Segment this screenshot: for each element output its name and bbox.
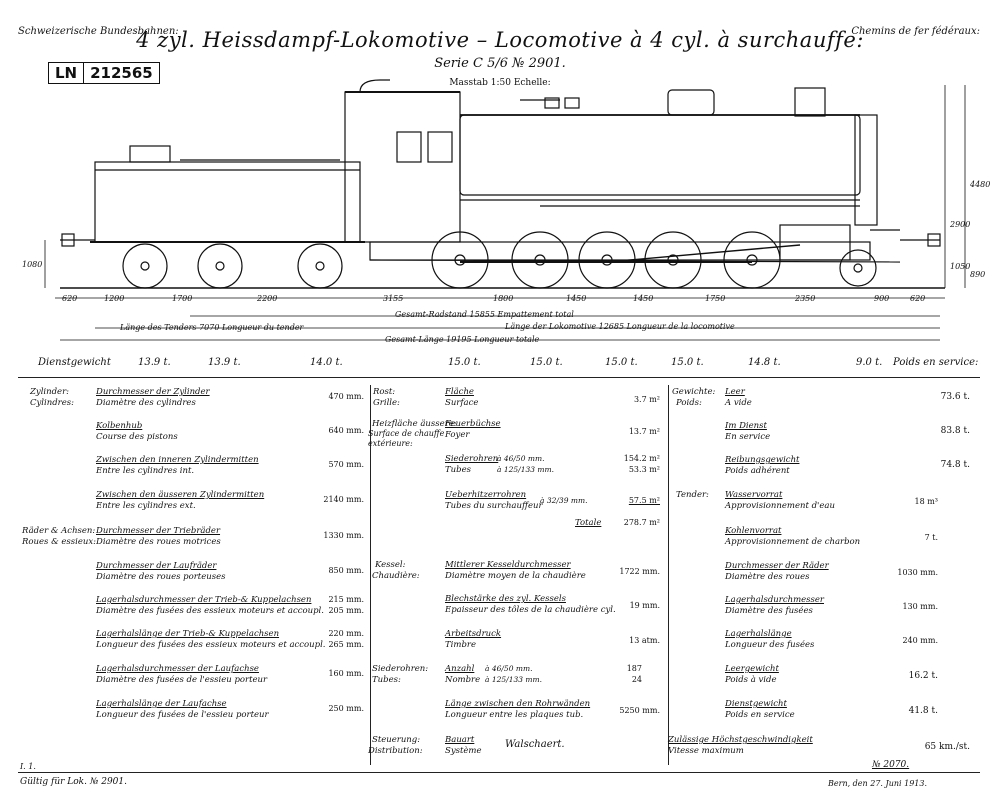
footer-date: Bern, den 27. Juni 1913. xyxy=(828,779,928,788)
row-fr: Foyer xyxy=(445,430,470,440)
header-right: Chemins de fer fédéraux: xyxy=(851,26,980,37)
row-fr: Diamètre des fusées xyxy=(725,606,813,616)
row-fr: Nombre xyxy=(445,675,481,685)
series-label: Serie C 5/6 № 2901. xyxy=(434,56,566,71)
dim-right-height-3: 1050 xyxy=(950,262,971,271)
dim-bottom-1: 620 xyxy=(62,294,78,303)
dim-right-height-4: 890 xyxy=(970,270,986,279)
row-value: 41.8 t. xyxy=(908,706,938,716)
sec-rohre-de: Siederohren: xyxy=(372,664,429,674)
row-fr: Diamètre des fusées des essieux moteurs et accoupl. xyxy=(96,606,324,616)
row-de: Ueberhitzerrohren xyxy=(445,490,527,500)
sec-steuer-de: Steuerung: xyxy=(372,735,421,745)
row-fr: Poids adhérent xyxy=(725,466,790,476)
row-fr: A vide xyxy=(725,398,752,408)
row-fr: Timbre xyxy=(445,640,476,650)
row-de: Kolbenhub xyxy=(96,421,143,431)
row-dim-1: à 46/50 mm. xyxy=(485,664,533,673)
sec-wheels-fr: Roues & essieux: xyxy=(22,537,96,547)
dim-bottom-2: 1200 xyxy=(104,294,125,303)
sec-tender-de: Tender: xyxy=(676,490,709,500)
row-value: 220 mm. xyxy=(328,629,364,638)
sec-rost-fr: Grille: xyxy=(373,398,400,408)
footer-validity: Gültig für Lok. № 2901. xyxy=(20,777,127,787)
row-value-2: 205 mm. xyxy=(328,606,364,615)
row-value: 57.5 m² xyxy=(628,496,660,505)
dim-bottom-10: 2350 xyxy=(795,294,816,303)
row-de: Durchmesser der Triebräder xyxy=(96,526,221,536)
row-value: Walschaert. xyxy=(505,739,565,750)
sec-steuer-fr: Distribution: xyxy=(368,746,423,756)
dim-right-height-2: 2900 xyxy=(950,220,971,229)
row-de: Lagerhalsdurchmesser der Laufachse xyxy=(96,664,259,674)
sec-rohre-fr: Tubes: xyxy=(372,675,401,685)
row-de: Leergewicht xyxy=(725,664,779,674)
row-fr: Surface xyxy=(445,398,479,408)
scale-label: Masstab 1:50 Echelle: xyxy=(449,78,551,88)
row-fr: Course des pistons xyxy=(96,432,178,442)
row-de: Dienstgewicht xyxy=(725,699,787,709)
row-fr: Longueur des fusées des essieux moteurs et accoupl. xyxy=(96,640,326,650)
row-fr: Epaisseur des tôles de la chaudière cyl. xyxy=(445,605,616,615)
row-fr: Système xyxy=(445,746,482,756)
row-de: Reibungsgewicht xyxy=(725,455,800,465)
weights-left-label: Dienstgewicht xyxy=(38,357,111,368)
weight-axle-5: 15.0 t. xyxy=(530,357,563,368)
row-value: 3.7 m² xyxy=(633,395,660,404)
footer-rule xyxy=(18,772,980,773)
row-value: 215 mm. xyxy=(328,595,364,604)
row-fr: Diamètre des roues porteuses xyxy=(96,572,226,582)
row-value: 640 mm. xyxy=(328,426,364,435)
sec-gew-de: Gewichte: xyxy=(672,387,716,397)
sec-rost-de: Rost: xyxy=(373,387,396,397)
weight-axle-8: 14.8 t. xyxy=(748,357,781,368)
sec-cyl-fr: Cylindres: xyxy=(30,398,74,408)
row-fr: En service xyxy=(725,432,771,442)
row-fr: Approvisionnement d'eau xyxy=(725,501,835,511)
row-de: Bauart xyxy=(445,735,475,745)
weight-axle-9: 9.0 t. xyxy=(856,357,883,368)
row-value: 1330 mm. xyxy=(323,531,364,540)
row-de: Lagerhalslänge der Laufachse xyxy=(96,699,227,709)
row-fr: Tubes du surchauffeur xyxy=(445,501,543,511)
row-value: 74.8 t. xyxy=(940,460,970,470)
dim-loco-length: Länge der Lokomotive 12685 Longueur de la locomotive xyxy=(505,322,735,331)
ln-number: 212565 xyxy=(83,63,159,83)
row-value: 570 mm. xyxy=(328,460,364,469)
row-fr: Longueur entre les plaques tub. xyxy=(445,710,584,720)
row-value-2: 265 mm. xyxy=(328,640,364,649)
row-fr: Entre les cylindres int. xyxy=(96,466,195,476)
row-fr: Longueur des fusées de l'essieu porteur xyxy=(96,710,269,720)
row-dim-2: à 125/133 mm. xyxy=(485,675,543,684)
row-value-2: 24 xyxy=(631,675,642,684)
dim-bottom-7: 1450 xyxy=(566,294,587,303)
dim-bottom-4: 2200 xyxy=(257,294,278,303)
row-fr: Poids en service xyxy=(725,710,795,720)
row-value: 19 mm. xyxy=(629,601,660,610)
weight-axle-3: 14.0 t. xyxy=(310,357,343,368)
row-value: 470 mm. xyxy=(328,392,364,401)
row-fr: Tubes xyxy=(445,465,471,475)
row-de: Kohlenvorrat xyxy=(725,526,782,536)
row-fr: Diamètre des fusées de l'essieu porteur xyxy=(96,675,268,685)
row-de: Arbeitsdruck xyxy=(445,629,502,639)
row-de: Länge zwischen den Rohrwänden xyxy=(445,699,591,709)
ln-prefix: LN xyxy=(55,64,78,82)
sec-kessel-de: Kessel: xyxy=(375,560,406,570)
row-fr: Poids à vide xyxy=(725,675,777,685)
row-de: Zulässige Höchstgeschwindigkeit xyxy=(668,735,813,745)
dim-tender-length: Länge des Tenders 7070 Longueur du tender xyxy=(120,323,304,332)
row-de: Leer xyxy=(725,387,745,397)
drawing-title: 4 zyl. Heissdampf-Lokomotive – Locomotive à 4 cyl. à surchauffe: xyxy=(136,28,864,52)
row-value: 18 m³ xyxy=(914,497,938,506)
row-value: 13.7 m² xyxy=(628,427,660,436)
weights-right-label: Poids en service: xyxy=(893,357,979,368)
row-de: Siederohren xyxy=(445,454,499,464)
row-fr: Longueur des fusées xyxy=(725,640,815,650)
row-value: 154.2 m² xyxy=(623,454,660,463)
row-value: 16.2 t. xyxy=(908,671,938,681)
dim-bottom-8: 1450 xyxy=(633,294,654,303)
row-value: 7 t. xyxy=(924,533,938,542)
total-value: 278.7 m² xyxy=(623,518,660,527)
row-de: Blechstärke des zyl. Kessels xyxy=(445,594,566,604)
row-fr: Diamètre des cylindres xyxy=(96,398,196,408)
weight-axle-4: 15.0 t. xyxy=(448,357,481,368)
row-value: 73.6 t. xyxy=(940,392,970,402)
weight-axle-1: 13.9 t. xyxy=(138,357,171,368)
row-fr: Diamètre moyen de la chaudière xyxy=(445,571,586,581)
row-de: Fläche xyxy=(445,387,474,397)
row-de: Lagerhalslänge der Trieb-& Kuppelachsen xyxy=(96,629,280,639)
dim-bottom-3: 1700 xyxy=(172,294,193,303)
sec-gew-fr: Poids: xyxy=(676,398,702,408)
sec-kessel-fr: Chaudière: xyxy=(372,571,420,581)
dim-bottom-6: 1800 xyxy=(493,294,514,303)
row-de: Zwischen den inneren Zylindermitten xyxy=(96,455,259,465)
row-dim: à 32/39 mm. xyxy=(540,496,588,505)
row-fr: Diamètre des roues xyxy=(725,572,810,582)
column-divider-2 xyxy=(668,385,669,765)
row-dim-1: à 46/50 mm. xyxy=(497,454,545,463)
row-de: Mittlerer Kesseldurchmesser xyxy=(445,560,571,570)
row-de: Wasservorrat xyxy=(725,490,783,500)
row-value: 160 mm. xyxy=(328,669,364,678)
dim-wheelbase: Gesamt-Radstand 15855 Empattement total xyxy=(395,310,574,319)
header-left: Schweizerische Bundesbahnen: xyxy=(18,26,179,37)
dim-bottom-11: 900 xyxy=(874,294,890,303)
dim-bottom-12: 620 xyxy=(910,294,926,303)
row-value: 187 xyxy=(626,664,642,673)
row-fr: Approvisionnement de charbon xyxy=(725,537,861,547)
sec-cyl-de: Zylinder: xyxy=(30,387,70,397)
row-dim-2: à 125/133 mm. xyxy=(497,465,555,474)
total-label: Totale xyxy=(575,518,602,528)
row-de: Lagerhalsdurchmesser xyxy=(725,595,824,605)
row-value: 65 km./st. xyxy=(924,742,970,752)
row-de: Durchmesser der Zylinder xyxy=(96,387,210,397)
row-value: 240 mm. xyxy=(902,636,938,645)
row-de: Durchmesser der Räder xyxy=(725,561,829,571)
sec-heat-de: Heizfläche äussere: xyxy=(372,419,457,429)
footer-sheet: I. 1. xyxy=(20,762,36,771)
dim-bottom-9: 1750 xyxy=(705,294,726,303)
row-value-2: 53.3 m² xyxy=(628,465,660,474)
row-value: 83.8 t. xyxy=(940,426,970,436)
sec-wheels-de: Räder & Achsen: xyxy=(22,526,96,536)
row-value: 2140 mm. xyxy=(323,495,364,504)
row-value: 5250 mm. xyxy=(619,706,660,715)
sec-heat-fr: Surface de chauffe extérieure: xyxy=(368,429,445,448)
row-value: 1722 mm. xyxy=(619,567,660,576)
footer-number: № 2070. xyxy=(872,760,910,770)
table-top-rule xyxy=(18,377,980,378)
row-fr: Diamètre des roues motrices xyxy=(96,537,221,547)
row-de: Durchmesser der Laufräder xyxy=(96,561,217,571)
row-de: Im Dienst xyxy=(725,421,767,431)
row-de: Feuerbüchse xyxy=(445,419,501,429)
row-value: 250 mm. xyxy=(328,704,364,713)
row-value: 850 mm. xyxy=(328,566,364,575)
weight-axle-6: 15.0 t. xyxy=(605,357,638,368)
row-value: 130 mm. xyxy=(902,602,938,611)
row-fr: Entre les cylindres ext. xyxy=(96,501,196,511)
dim-right-height-1: 4480 xyxy=(970,180,991,189)
dim-bottom-5: 3155 xyxy=(383,294,404,303)
dim-total-length: Gesamt-Länge 19195 Longueur totale xyxy=(385,335,540,344)
row-value: 1030 mm. xyxy=(897,568,938,577)
weight-axle-7: 15.0 t. xyxy=(671,357,704,368)
row-de: Lagerhalsdurchmesser der Trieb-& Kuppelachsen xyxy=(96,595,312,605)
row-de: Lagerhalslänge xyxy=(725,629,792,639)
dim-left-height: 1080 xyxy=(22,260,43,269)
row-de: Anzahl xyxy=(445,664,475,674)
row-value: 13 atm. xyxy=(629,636,660,645)
row-fr: Vitesse maximum xyxy=(668,746,744,756)
row-de: Zwischen den äusseren Zylindermitten xyxy=(96,490,265,500)
weight-axle-2: 13.9 t. xyxy=(208,357,241,368)
